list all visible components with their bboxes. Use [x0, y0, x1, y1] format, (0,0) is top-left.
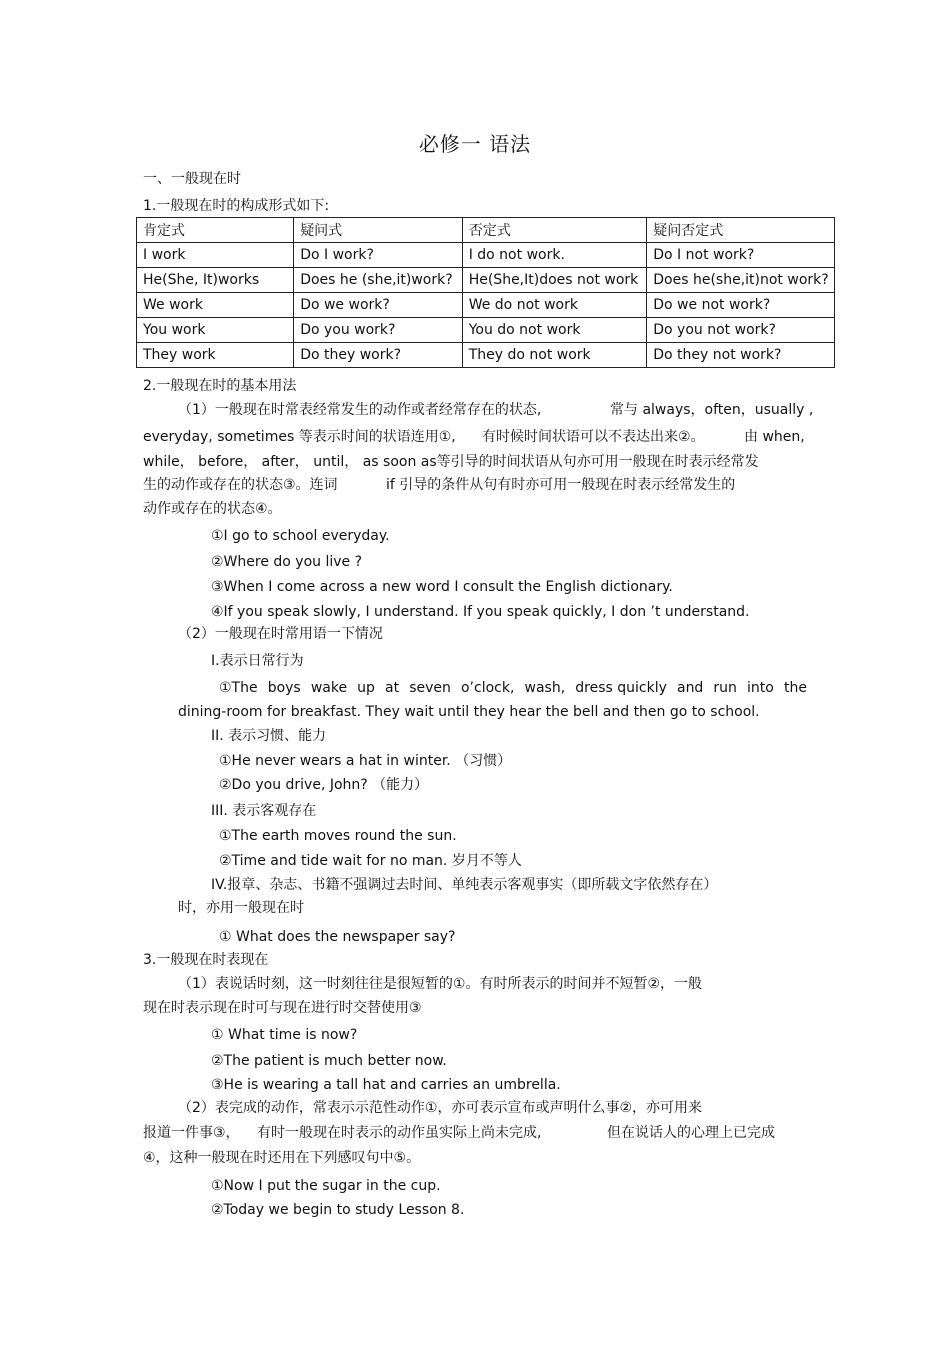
example-sentence: ①Now I put the sugar in the cup. — [211, 1178, 441, 1194]
table-cell: I work — [137, 243, 294, 268]
paragraph-line: （1）表说话时刻，这一时刻往往是很短暂的①。有时所表示的时间并不短暂②，一般 — [178, 976, 703, 992]
table-cell: We work — [137, 293, 294, 318]
example-sentence: dining-room for breakfast. They wait until they hear the bell and then go to school. — [178, 704, 760, 720]
table-row — [137, 343, 835, 368]
table-cell: Do you work? — [294, 318, 463, 343]
word: wake — [310, 680, 348, 696]
word: and — [676, 680, 704, 696]
table-cell: You do not work — [462, 318, 647, 343]
subsection-heading: IV.报章、杂志、书籍不强调过去时间、单纯表示客观事实（即所载文字依然存在） — [211, 877, 718, 893]
example-sentence: ① What time is now? — [211, 1027, 358, 1043]
table-row — [137, 293, 835, 318]
table-cell: Do we work? — [294, 293, 463, 318]
table-cell: He(She, It)works — [137, 268, 294, 293]
example-sentence: ①I go to school everyday. — [211, 528, 390, 544]
example-sentence — [219, 679, 807, 697]
example-sentence: ②Where do you live ? — [211, 554, 363, 570]
table-row — [137, 243, 835, 268]
conjugation-table — [136, 217, 835, 368]
table-row — [137, 318, 835, 343]
table-header-cell: 肯定式 — [137, 218, 294, 243]
page-title: 必修一 语法 — [418, 132, 532, 156]
table-cell: You work — [137, 318, 294, 343]
word: at — [385, 680, 400, 696]
table-cell: Do I not work? — [647, 243, 835, 268]
word: up — [357, 680, 375, 696]
item-heading: 3.一般现在时表现在 — [143, 952, 269, 968]
word: o’clock, — [460, 680, 515, 696]
paragraph-line: while， before， after， until， as soon as等引导的时间状语从句亦可用一般现在时表示经常发 — [143, 454, 759, 470]
table-cell: Do we not work? — [647, 293, 835, 318]
section-heading: 一、一般现在时 — [143, 171, 241, 187]
paragraph-line: 时，亦用一般现在时 — [178, 900, 304, 916]
example-sentence: ①The earth moves round the sun. — [219, 828, 457, 844]
table-cell: He(She,It)does not work — [462, 268, 647, 293]
table-cell: Do they not work? — [647, 343, 835, 368]
word: run — [713, 680, 737, 696]
paragraph-line: everyday, sometimes 等表示时间的状语连用①, — [143, 429, 456, 445]
paragraph-line: （2）表完成的动作，常表示示范性动作①，亦可表示宣布或声明什么事②，亦可用来 — [178, 1100, 703, 1116]
word: seven — [409, 680, 451, 696]
table-header-cell: 否定式 — [462, 218, 647, 243]
word: the — [783, 680, 807, 696]
word: dress quickly — [575, 680, 667, 696]
paragraph-line: 常与 always，often，usually , — [610, 402, 814, 418]
table-cell: They do not work — [462, 343, 647, 368]
paragraph-line: 生的动作或存在的状态③。连词 — [143, 477, 338, 493]
paragraph-line: 有时候时间状语可以不表达出来②。 — [482, 429, 705, 445]
example-sentence: ②Do you drive, John? （能力） — [219, 777, 429, 793]
paragraph-line: 动作或存在的状态④。 — [143, 501, 282, 517]
example-sentence: ②Time and tide wait for no man. 岁月不等人 — [219, 853, 522, 869]
word: into — [747, 680, 774, 696]
example-sentence: ④If you speak slowly, I understand. If you speak quickly, I don ’t understand. — [211, 604, 750, 620]
table-cell: Do they work? — [294, 343, 463, 368]
table-cell: Do I work? — [294, 243, 463, 268]
example-sentence: ③He is wearing a tall hat and carries an umbrella. — [211, 1077, 561, 1093]
table-cell: Do you not work? — [647, 318, 835, 343]
paragraph-line: 有时一般现在时表示的动作虽实际上尚未完成, — [257, 1125, 542, 1141]
example-sentence: ②Today we begin to study Lesson 8. — [211, 1202, 465, 1218]
table-cell: They work — [137, 343, 294, 368]
table-cell: I do not work. — [462, 243, 647, 268]
table-header-cell: 疑问式 — [294, 218, 463, 243]
paragraph-line: （1）一般现在时常表经常发生的动作或者经常存在的状态, — [178, 402, 542, 418]
subsection-heading: I.表示日常行为 — [211, 653, 304, 669]
table-header-row — [137, 218, 835, 243]
table-cell: We do not work — [462, 293, 647, 318]
subsection-heading: III. 表示客观存在 — [211, 803, 317, 819]
paragraph-line: 报道一件事③， — [143, 1125, 240, 1141]
example-sentence: ①He never wears a hat in winter. （习惯） — [219, 753, 512, 769]
table-cell: Does he(she,it)not work? — [647, 268, 835, 293]
word: wash, — [524, 680, 566, 696]
table-header-cell: 疑问否定式 — [647, 218, 835, 243]
paragraph-line: 但在说话人的心理上已完成 — [607, 1125, 775, 1141]
example-sentence: ③When I come across a new word I consult the English dictionary. — [211, 579, 673, 595]
word: ①The — [219, 680, 258, 696]
paragraph-line: ④，这种一般现在时还用在下列感叹句中⑤。 — [143, 1150, 421, 1166]
subsection-heading: （2）一般现在时常用语一下情况 — [178, 626, 383, 642]
paragraph-line: 现在时表示现在时可与现在进行时交替使用③ — [143, 1000, 422, 1016]
example-sentence: ②The patient is much better now. — [211, 1053, 447, 1069]
paragraph-line: 由 when, — [744, 429, 805, 445]
table-row — [137, 268, 835, 293]
paragraph-line: if 引导的条件从句有时亦可用一般现在时表示经常发生的 — [386, 477, 736, 493]
item-heading: 2.一般现在时的基本用法 — [143, 378, 297, 394]
example-sentence: ① What does the newspaper say? — [219, 929, 456, 945]
word: boys — [267, 680, 301, 696]
item-heading: 1.一般现在时的构成形式如下: — [143, 198, 330, 214]
subsection-heading: II. 表示习惯、能力 — [211, 728, 327, 744]
table-cell: Does he (she,it)work? — [294, 268, 463, 293]
